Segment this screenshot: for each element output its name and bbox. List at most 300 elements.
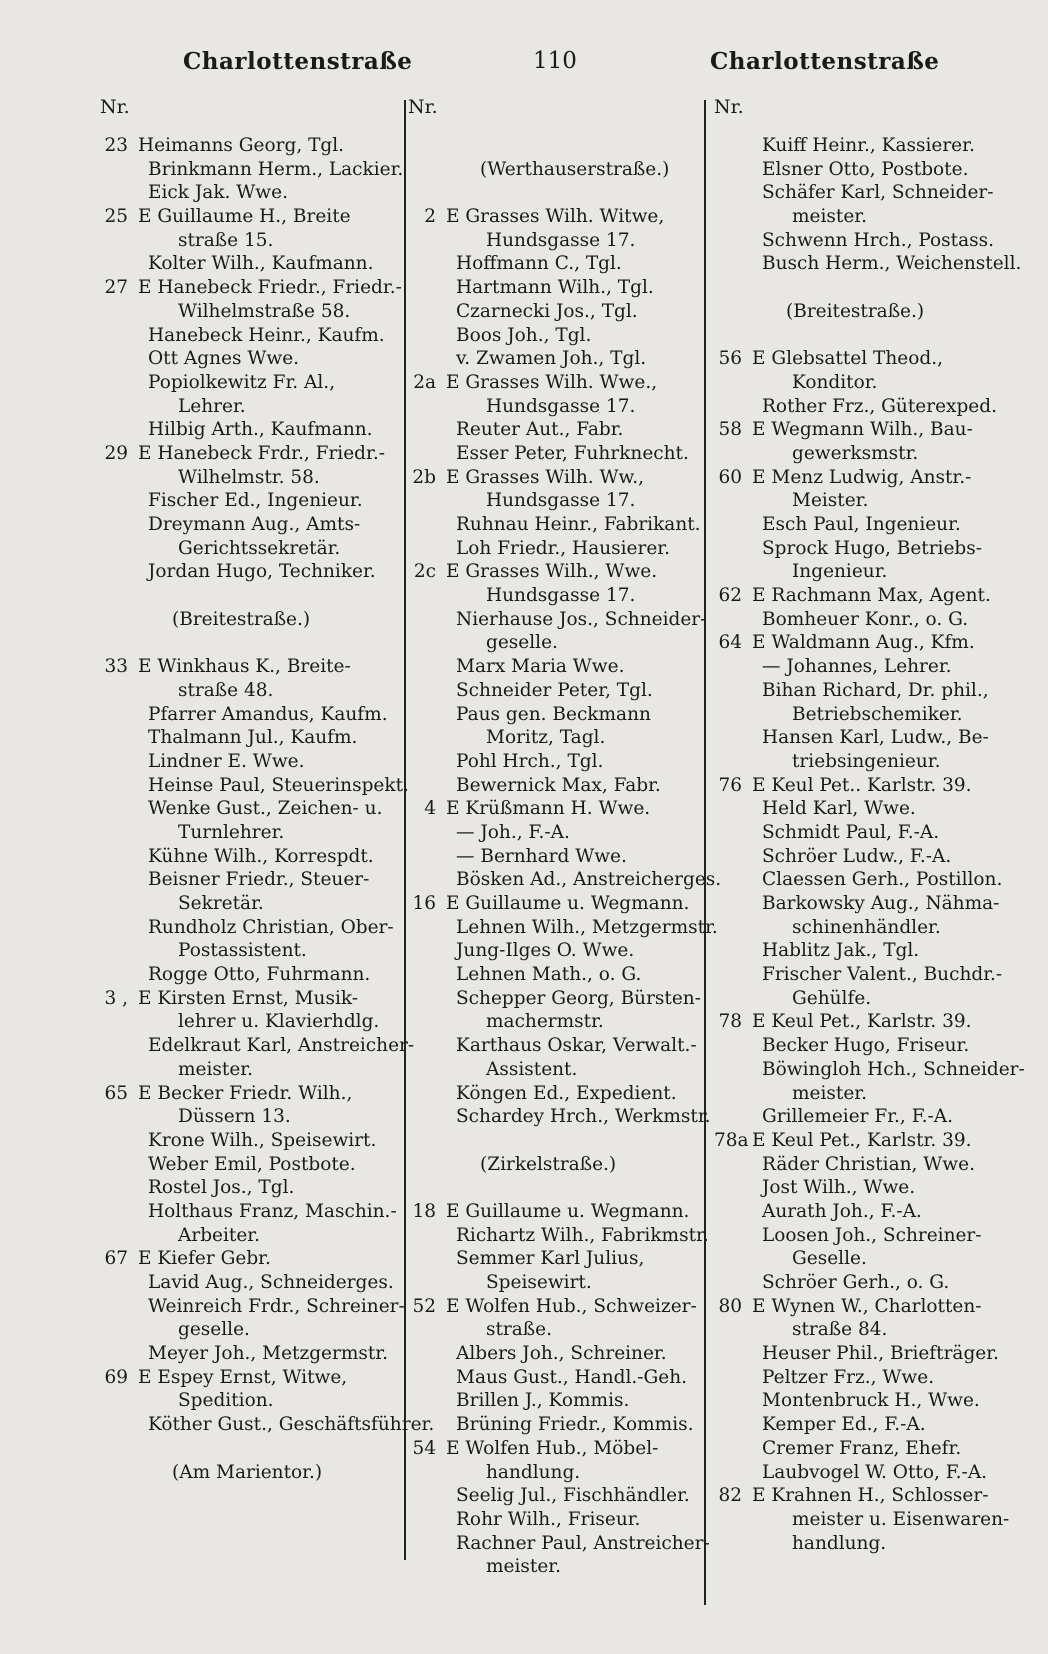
entry-text: E Keul Pet., Karlstr. 39.: [752, 1011, 972, 1033]
entry-text: Jost Wilh., Wwe.: [762, 1177, 916, 1199]
house-number: 60: [718, 466, 742, 488]
entry-text: Boos Joh., Tgl.: [456, 324, 592, 346]
directory-entry: [408, 750, 708, 774]
directory-entry: [408, 939, 708, 963]
house-number: 23: [104, 135, 128, 156]
entry-text: Jung-Ilges O. Wwe.: [456, 940, 635, 962]
entry-text: Laubvogel W. Otto, F.-A.: [762, 1461, 988, 1483]
directory-entry: [408, 1200, 708, 1224]
entry-continuation: [100, 1389, 400, 1413]
entry-text: — Joh., F.-A.: [456, 821, 570, 843]
entry-text: Wilhelmstraße 58.: [178, 300, 351, 322]
entry-text: Spedition.: [178, 1390, 274, 1412]
entry-continuation: [100, 1058, 400, 1082]
entry-text: E Wynen W., Charlotten-: [752, 1295, 982, 1317]
entry-text: geselle.: [178, 1319, 250, 1341]
directory-entry: [714, 1034, 1014, 1058]
directory-entry: [100, 1295, 405, 1319]
directory-entry: [714, 1437, 1014, 1461]
spacer: [100, 584, 400, 608]
directory-entry: [408, 560, 708, 584]
entry-continuation: [714, 1318, 1014, 1342]
house-number: 58: [718, 419, 742, 441]
directory-entry: [100, 987, 400, 1011]
entry-text: E Krüßmann H. Wwe.: [446, 798, 651, 820]
directory-entry: [100, 868, 400, 892]
entry-text: Hundsgasse 17.: [486, 395, 636, 417]
directory-entry: [714, 631, 1014, 655]
entry-text: Weber Emil, Postbote.: [148, 1153, 356, 1175]
entry-text: Aurath Joh., F.-A.: [762, 1200, 922, 1222]
entry-text: Lavid Aug., Schneiderges.: [148, 1272, 394, 1293]
house-number: 65: [104, 1082, 128, 1104]
nr-column-label: Nr.: [714, 96, 744, 118]
directory-entry: [408, 1508, 708, 1532]
directory-entry: [714, 868, 1014, 892]
directory-entry: [714, 726, 1014, 750]
directory-entry: [714, 513, 1014, 537]
entry-continuation: [100, 679, 400, 703]
entry-continuation: [408, 1058, 708, 1082]
entry-text: Düssern 13.: [178, 1106, 291, 1128]
spacer: [100, 1437, 400, 1461]
directory-entry: [714, 939, 1014, 963]
directory-entry: [714, 347, 1014, 371]
directory-entry: [100, 489, 400, 513]
house-number: 78: [718, 1011, 742, 1033]
directory-entry: [714, 418, 1014, 442]
directory-entry: [714, 1389, 1014, 1413]
entry-text: Kuiff Heinr., Kassierer.: [762, 135, 975, 156]
directory-entry: [714, 1484, 1014, 1508]
directory-entry: [408, 1082, 708, 1106]
entry-text: Bösken Ad., Anstreicherges.: [456, 869, 722, 891]
directory-entry: [714, 821, 1014, 845]
entry-continuation: [408, 489, 708, 513]
entry-text: Bomheuer Konr., o. G.: [762, 608, 969, 630]
entry-text: Gerichtssekretär.: [178, 537, 341, 559]
directory-entry: [100, 324, 400, 348]
entry-text: Held Karl, Wwe.: [762, 798, 916, 820]
section-title: (Werthauserstraße.): [480, 158, 670, 180]
entry-text: Pohl Hrch., Tgl.: [456, 750, 604, 772]
directory-entry: [100, 347, 400, 371]
entry-text: E Espey Ernst, Witwe,: [138, 1366, 348, 1388]
street-section-heading: [714, 300, 1014, 324]
entry-text: E Rachmann Max, Agent.: [752, 585, 991, 607]
entry-text: Krone Wilh., Speisewirt.: [148, 1129, 377, 1151]
directory-entry: [714, 1010, 1014, 1034]
entry-text: lehrer u. Klavierhdlg.: [178, 1011, 380, 1033]
entry-text: Fischer Ed., Ingenieur.: [148, 490, 363, 512]
directory-column-3: [714, 94, 1025, 1564]
entry-continuation: [100, 300, 400, 324]
entry-continuation: [714, 1082, 1014, 1106]
entry-text: Arbeiter.: [178, 1224, 260, 1246]
directory-entry: [408, 797, 708, 821]
entry-continuation: [100, 1318, 400, 1342]
directory-entry: [408, 252, 708, 276]
entry-text: Lindner E. Wwe.: [148, 750, 305, 772]
entry-continuation: [714, 371, 1014, 395]
entry-text: schinenhändler.: [792, 916, 941, 938]
entry-text: E Guillaume u. Wegmann.: [446, 893, 690, 914]
house-number: 2a: [413, 371, 436, 393]
house-number: 69: [104, 1366, 128, 1388]
directory-entry: [100, 442, 400, 466]
entry-text: Albers Joh., Schreiner.: [456, 1343, 667, 1365]
directory-entry: [100, 916, 400, 940]
directory-entry: [714, 466, 1014, 490]
entry-text: meister.: [486, 1556, 561, 1578]
entry-text: Dreymann Aug., Amts-: [148, 514, 361, 535]
directory-entry: [100, 1366, 400, 1390]
directory-entry: [408, 1224, 708, 1248]
entry-text: Hartmann Wilh., Tgl.: [456, 277, 654, 299]
directory-entry: [100, 726, 400, 750]
house-number: 67: [104, 1248, 128, 1270]
house-number: 2b: [412, 466, 436, 488]
entry-continuation: [408, 1461, 708, 1485]
directory-entry: [100, 560, 400, 584]
entry-text: Sekretär.: [178, 893, 264, 914]
entry-text: Kühne Wilh., Korrespdt.: [148, 845, 374, 867]
directory-entry: [714, 774, 1014, 798]
directory-entry: [100, 1034, 415, 1058]
entry-text: Hablitz Jak., Tgl.: [762, 940, 920, 962]
entry-text: Elsner Otto, Postbote.: [762, 158, 969, 180]
entry-text: straße 15.: [178, 229, 274, 251]
directory-entry: [714, 1461, 1014, 1485]
entry-text: E Hanebeck Friedr., Friedr.-: [138, 277, 402, 299]
entry-text: Czarnecki Jos., Tgl.: [456, 300, 638, 322]
entry-text: Kolter Wilh., Kaufmann.: [148, 253, 374, 275]
house-number: 56: [718, 348, 742, 370]
entry-text: Wenke Gust., Zeichen- u.: [148, 798, 383, 820]
house-number: 80: [718, 1295, 742, 1317]
house-number: 3 ,: [104, 987, 128, 1009]
entry-text: handlung.: [486, 1461, 581, 1483]
entry-continuation: [100, 1105, 400, 1129]
street-section-heading: [408, 158, 708, 182]
directory-entry: [100, 181, 400, 205]
house-number: 64: [718, 632, 742, 654]
entry-continuation: [408, 584, 708, 608]
spacer: [408, 181, 708, 205]
entry-text: Montenbruck H., Wwe.: [762, 1390, 980, 1412]
house-number: 4: [424, 798, 436, 820]
entry-text: Seelig Jul., Fischhändler.: [456, 1485, 690, 1507]
entry-text: Heimanns Georg, Tgl.: [138, 135, 345, 156]
directory-entry: [100, 513, 400, 537]
page-header: [0, 48, 1048, 88]
spacer: [408, 1129, 708, 1153]
entry-text: Claessen Gerh., Postillon.: [762, 869, 1003, 891]
entry-continuation: [714, 750, 1014, 774]
entry-text: Köther Gust., Geschäftsführer.: [148, 1414, 435, 1436]
entry-text: Gehülfe.: [792, 987, 872, 1009]
entry-text: Rother Frz., Güterexped.: [762, 395, 997, 417]
entry-text: E Guillaume H., Breite: [138, 206, 351, 228]
directory-entry: [100, 205, 400, 229]
entry-text: Rachner Paul, Anstreicher-: [456, 1532, 710, 1554]
directory-entry: [714, 395, 1014, 419]
house-number: 2: [424, 206, 436, 228]
entry-text: straße 48.: [178, 679, 274, 701]
entry-continuation: [408, 1555, 708, 1579]
directory-entry: [100, 797, 400, 821]
entry-text: Paus gen. Beckmann: [456, 703, 651, 725]
directory-entry: [714, 181, 1014, 205]
entry-text: Loh Friedr., Hausierer.: [456, 537, 670, 559]
entry-text: Rogge Otto, Fuhrmann.: [148, 964, 371, 986]
entry-continuation: [714, 1247, 1014, 1271]
house-number: 25: [104, 206, 128, 228]
directory-entry: [714, 655, 1014, 679]
entry-text: Brillen J., Kommis.: [456, 1390, 630, 1412]
entry-text: E Grasses Wilh. Wwe.,: [446, 371, 658, 393]
entry-text: Semmer Karl Julius,: [456, 1248, 645, 1270]
entry-continuation: [100, 939, 400, 963]
entry-text: E Guillaume u. Wegmann.: [446, 1200, 690, 1222]
section-title: (Am Marientor.): [172, 1461, 323, 1483]
entry-text: Meister.: [792, 490, 869, 512]
entry-text: Hansen Karl, Ludw., Be-: [762, 727, 989, 749]
entry-text: — Johannes, Lehrer.: [762, 656, 952, 678]
page-number: 110: [533, 48, 577, 74]
directory-entry: [408, 916, 718, 940]
entry-continuation: [100, 1010, 400, 1034]
entry-text: Barkowsky Aug., Nähma-: [762, 893, 1000, 914]
directory-entry: [714, 1200, 1014, 1224]
directory-entry: [408, 1389, 708, 1413]
directory-entry: [100, 1129, 400, 1153]
directory-entry: [714, 1413, 1014, 1437]
entry-text: Speisewirt.: [486, 1272, 592, 1293]
entry-text: Hilbig Arth., Kaufmann.: [148, 419, 373, 441]
entry-text: Bewernick Max, Fabr.: [456, 774, 661, 796]
directory-entry: [100, 774, 409, 798]
header-street-left: Charlottenstraße: [183, 48, 413, 75]
directory-entry: [408, 845, 708, 869]
entry-text: Loosen Joh., Schreiner-: [762, 1224, 982, 1246]
house-number: 33: [104, 656, 128, 678]
entry-text: Lehnen Math., o. G.: [456, 964, 642, 986]
directory-entry: [408, 987, 708, 1011]
directory-entry: [408, 1247, 708, 1271]
entry-continuation: [408, 395, 708, 419]
directory-entry: [100, 1413, 435, 1437]
spacer: [100, 631, 400, 655]
directory-entry: [408, 205, 708, 229]
entry-text: Ingenieur.: [792, 561, 888, 583]
entry-text: Hoffmann C., Tgl.: [456, 253, 622, 275]
entry-text: triebsingenieur.: [792, 750, 941, 772]
directory-entry: [714, 584, 1014, 608]
house-number: 78a: [714, 1129, 749, 1151]
directory-entry: [714, 1224, 1014, 1248]
entry-continuation: [714, 1532, 1014, 1556]
directory-entry: [408, 1484, 708, 1508]
entry-continuation: [408, 726, 708, 750]
house-number: 76: [718, 774, 742, 796]
directory-entry: [100, 1082, 400, 1106]
directory-entry: [408, 679, 708, 703]
entry-text: Busch Herm., Weichenstell.: [762, 253, 1022, 275]
entry-text: Weinreich Frdr., Schreiner-: [148, 1295, 405, 1317]
directory-entry: [100, 1153, 400, 1177]
directory-entry: [100, 158, 404, 182]
entry-continuation: [100, 466, 400, 490]
directory-entry: [408, 466, 708, 490]
directory-entry: [100, 276, 400, 300]
entry-continuation: [100, 892, 400, 916]
nr-column-label: Nr.: [100, 96, 130, 118]
directory-entry: [408, 1342, 708, 1366]
entry-text: Ott Agnes Wwe.: [148, 348, 300, 370]
entry-text: Frischer Valent., Buchdr.-: [762, 964, 1003, 986]
entry-continuation: [100, 395, 400, 419]
directory-entry: [714, 134, 1014, 158]
directory-entry: [714, 1153, 1014, 1177]
entry-continuation: [714, 489, 1014, 513]
directory-entry: [408, 537, 708, 561]
entry-text: Böwingloh Hch., Schneider-: [762, 1058, 1025, 1080]
entry-text: Hundsgasse 17.: [486, 490, 636, 512]
entry-text: Pfarrer Amandus, Kaufm.: [148, 703, 388, 725]
directory-entry: [100, 252, 400, 276]
directory-entry: [714, 963, 1014, 987]
entry-continuation: [714, 987, 1014, 1011]
directory-entry: [714, 229, 1014, 253]
house-number: 54: [412, 1437, 436, 1459]
directory-entry: [714, 608, 1014, 632]
entry-text: E Keul Pet., Karlstr. 39.: [752, 1129, 972, 1151]
directory-entry: [714, 1105, 1014, 1129]
directory-entry: [408, 1366, 708, 1390]
entry-text: Reuter Aut., Fabr.: [456, 419, 624, 441]
directory-entry: [100, 1342, 400, 1366]
directory-entry: [714, 1058, 1025, 1082]
entry-continuation: [714, 560, 1014, 584]
directory-entry: [408, 371, 708, 395]
directory-entry: [408, 513, 708, 537]
entry-text: Rohr Wilh., Friseur.: [456, 1508, 641, 1530]
entry-continuation: [714, 442, 1014, 466]
entry-text: straße 84.: [792, 1319, 888, 1341]
entry-text: Rundholz Christian, Ober-: [148, 916, 394, 938]
entry-text: Brüning Friedr., Kommis.: [456, 1414, 694, 1436]
directory-entry: [100, 1271, 400, 1295]
directory-entry: [714, 252, 1022, 276]
directory-entry: [408, 1437, 708, 1461]
entry-continuation: [714, 1508, 1014, 1532]
directory-entry: [714, 1271, 1014, 1295]
entry-text: Assistent.: [486, 1058, 578, 1080]
entry-text: v. Zwamen Joh., Tgl.: [456, 348, 647, 370]
entry-text: Betriebschemiker.: [792, 703, 963, 725]
entry-text: Meyer Joh., Metzgermstr.: [148, 1343, 388, 1365]
entry-text: Marx Maria Wwe.: [456, 656, 625, 678]
entry-text: Geselle.: [792, 1248, 867, 1270]
entry-text: Köngen Ed., Expedient.: [456, 1082, 677, 1104]
entry-text: Schepper Georg, Bürsten-: [456, 987, 701, 1009]
directory-entry: [714, 845, 1014, 869]
entry-text: meister u. Eisenwaren-: [792, 1508, 1010, 1530]
directory-entry: [408, 442, 708, 466]
directory-entry: [714, 679, 1014, 703]
house-number: 16: [412, 893, 436, 914]
directory-entry: [408, 418, 708, 442]
entry-text: Peltzer Frz., Wwe.: [762, 1366, 935, 1388]
entry-text: Cremer Franz, Ehefr.: [762, 1437, 962, 1459]
entry-text: Schardey Hrch., Werkmstr.: [456, 1106, 711, 1128]
directory-entry: [714, 158, 1014, 182]
entry-continuation: [714, 205, 1014, 229]
nr-column-label: Nr.: [408, 96, 438, 118]
entry-text: Maus Gust., Handl.-Geh.: [456, 1366, 688, 1388]
directory-entry: [408, 821, 708, 845]
directory-entry: [100, 750, 400, 774]
directory-column-2: [408, 94, 722, 1578]
directory-entry: [408, 1295, 708, 1319]
spacer: [714, 324, 1014, 348]
directory-entry: [100, 134, 400, 158]
entry-text: Esser Peter, Fuhrknecht.: [456, 442, 689, 464]
entry-text: Karthaus Oskar, Verwalt.-: [456, 1035, 697, 1057]
entry-text: Bihan Richard, Dr. phil.,: [762, 679, 989, 701]
entry-text: gewerksmstr.: [792, 442, 919, 464]
directory-entry: [100, 655, 400, 679]
entry-text: Beisner Friedr., Steuer-: [148, 869, 370, 891]
entry-text: Schmidt Paul, F.-A.: [762, 821, 940, 843]
entry-text: machermstr.: [486, 1011, 604, 1033]
entry-text: Nierhause Jos., Schneider-: [456, 608, 707, 630]
entry-continuation: [100, 821, 400, 845]
directory-entry: [714, 1366, 1014, 1390]
entry-text: E Waldmann Aug., Kfm.: [752, 632, 975, 654]
directory-entry: [408, 1034, 708, 1058]
entry-continuation: [714, 703, 1014, 727]
entry-text: E Keul Pet.. Karlstr. 39.: [752, 774, 972, 796]
entry-text: Hundsgasse 17.: [486, 585, 636, 607]
street-section-heading: [100, 608, 400, 632]
entry-text: geselle.: [486, 632, 558, 654]
entry-text: Grillemeier Fr., F.-A.: [762, 1106, 954, 1128]
entry-text: Schröer Gerh., o. G.: [762, 1272, 950, 1293]
entry-text: Brinkmann Herm., Lackier.: [148, 158, 404, 180]
entry-text: Kemper Ed., F.-A.: [762, 1414, 926, 1436]
entry-text: Esch Paul, Ingenieur.: [762, 514, 961, 535]
entry-text: Rostel Jos., Tgl.: [148, 1177, 295, 1199]
entry-text: E Wolfen Hub., Möbel-: [446, 1437, 659, 1459]
directory-entry: [714, 1295, 1014, 1319]
directory-entry: [100, 703, 400, 727]
entry-continuation: [100, 1224, 400, 1248]
house-number: 29: [104, 442, 128, 464]
entry-text: Sprock Hugo, Betriebs-: [762, 537, 983, 559]
entry-text: Schäfer Karl, Schneider-: [762, 182, 994, 204]
house-number: 62: [718, 585, 742, 607]
directory-entry: [714, 1342, 1014, 1366]
entry-text: Wilhelmstr. 58.: [178, 466, 320, 488]
entry-text: Schröer Ludw., F.-A.: [762, 845, 952, 867]
entry-continuation: [408, 1271, 708, 1295]
entry-continuation: [408, 1318, 708, 1342]
entry-text: E Kiefer Gebr.: [138, 1248, 271, 1270]
entry-text: Heuser Phil., Briefträger.: [762, 1343, 999, 1365]
directory-entry: [100, 845, 400, 869]
